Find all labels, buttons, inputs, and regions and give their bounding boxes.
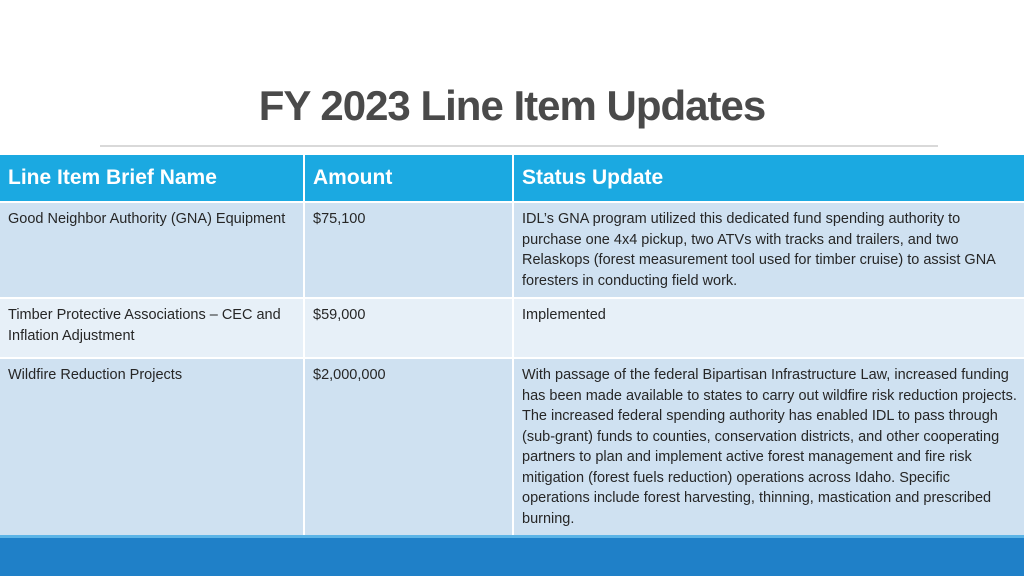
title-divider bbox=[100, 145, 938, 147]
row-3-name: Wildfire Reduction Projects bbox=[0, 359, 303, 541]
row-2-amount: $59,000 bbox=[305, 299, 512, 357]
row-1-status: IDL’s GNA program utilized this dedicated fund spending authority to purchase one 4x4 pickup, two ATVs with tracks and trailers, and two Relaskops (forest measurement tool used for timber cruise) to assist GNA foresters in conducting field work. bbox=[514, 203, 1024, 297]
row-1-name: Good Neighbor Authority (GNA) Equipment bbox=[0, 203, 303, 297]
row-1-amount: $75,100 bbox=[305, 203, 512, 297]
row-3-amount: $2,000,000 bbox=[305, 359, 512, 541]
header-amount: Amount bbox=[305, 155, 512, 201]
header-status: Status Update bbox=[514, 155, 1024, 201]
footer-accent-line bbox=[0, 535, 1024, 538]
header-name: Line Item Brief Name bbox=[0, 155, 303, 201]
footer-band bbox=[0, 535, 1024, 576]
slide-title: FY 2023 Line Item Updates bbox=[258, 82, 766, 129]
row-2-name: Timber Protective Associations – CEC and Inflation Adjustment bbox=[0, 299, 303, 357]
row-3-status: With passage of the federal Bipartisan Infrastructure Law, increased funding has been made available to states to carry out wildfire risk reduction projects. The increased federal spending authority has enabled IDL to pass through (sub-grant) funds to counties, conservation districts, and other cooperating partners to plan and implement active forest management and fire risk mitigation (forest fuels reduction) operations across Idaho. Specific operations include forest harvesting, thinning, mastication and prescribed burning. bbox=[514, 359, 1024, 541]
row-2-status: Implemented bbox=[514, 299, 1024, 357]
line-item-table bbox=[0, 155, 1024, 541]
